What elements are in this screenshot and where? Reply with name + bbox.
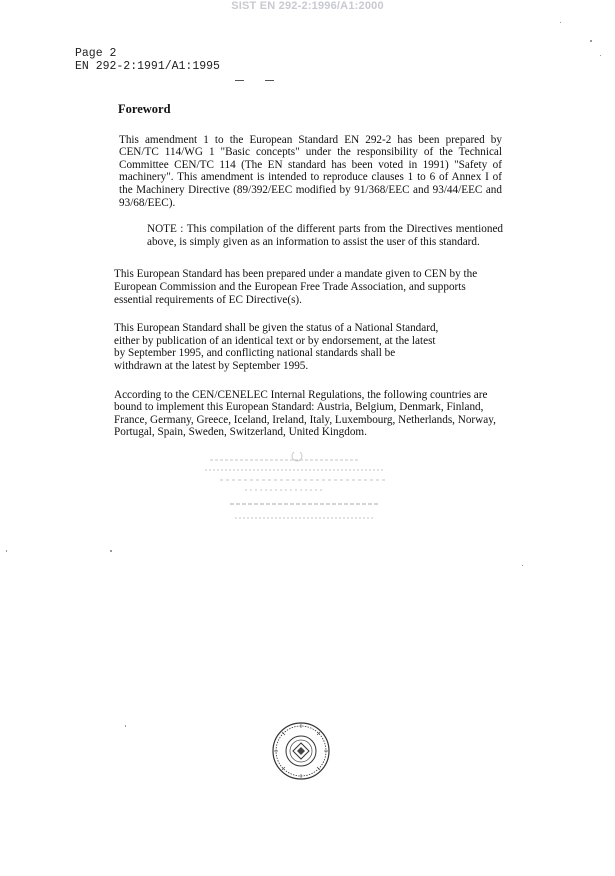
section-title: Foreword [118, 102, 171, 116]
paragraph-amendment: This amendment 1 to the European Standard EN 292-2 has been prepared by CEN/TC 114/WG 1 "Basic concepts" under the responsibility of the Technical Committee CEN/TC 114 (The EN standard has been voted in 1991) "Safety of machinery". This amendment is intended to reproduce clauses 1 to 6 of Annex I of the Machinery Directive (89/392/EEC modified by 91/368/EEC and 93/44/EEC and 93/68/EEC). [119, 133, 502, 209]
paragraph-status: This European Standard shall be given the status of a National Standard, either by publication of an identical text or by endorsement, at the latest by September 1995, and conflicting national standards shall be withdrawn at the latest by September 1995. [114, 322, 439, 372]
speck [600, 55, 601, 56]
divider-dash [235, 80, 244, 81]
speck [560, 22, 561, 23]
note-paragraph: NOTE : This compilation of the different parts from the Directives mentioned above, is simply given as an information to assist the user of this standard. [147, 223, 503, 248]
speck [6, 550, 7, 552]
paragraph-countries: According to the CEN/CENELEC Internal Regulations, the following countries are bound to implement this European Standard: Austria, Belgium, Denmark, Finland, France, Germany, Greece, Iceland, Ireland, Italy, Luxembourg, Netherlands, Norway, Portugal, Spain, Sweden, Switzerland, United Kingdom. [114, 388, 496, 439]
faded-stamp-icon [205, 452, 405, 532]
paragraph-mandate: This European Standard has been prepared under a mandate given to CEN by the European Commission and the European Free Trade Association, and supports essential requirements of EC Directive(s). [114, 268, 478, 306]
speck [125, 725, 126, 727]
speck [522, 565, 523, 566]
watermark-header: SIST EN 292-2:1996/A1:2000 [231, 0, 384, 12]
foreword-section [114, 103, 504, 455]
speck [110, 550, 112, 552]
document-id: EN 292-2:1991/A1:1995 [75, 60, 220, 73]
speck [590, 40, 592, 42]
page-header [75, 47, 220, 73]
divider-dash [265, 80, 274, 81]
round-seal-icon [271, 721, 331, 781]
page-number: Page 2 [75, 47, 117, 60]
faded-stamp-imprint [205, 452, 405, 535]
